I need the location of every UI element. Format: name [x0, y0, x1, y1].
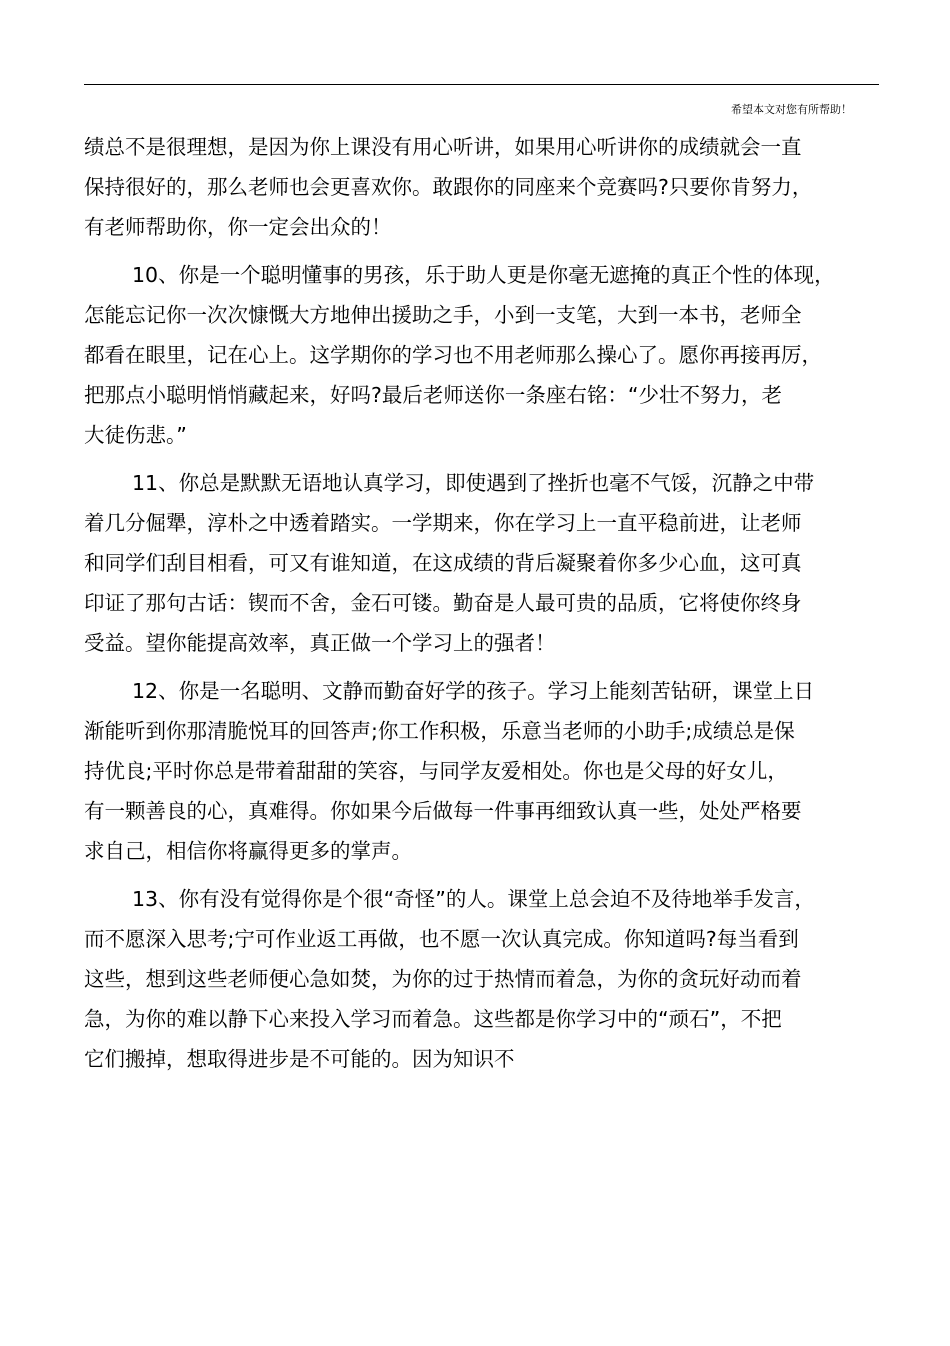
text-line: 急，为你的难以静下心来投入学习而着急。这些都是你学习中的“顽石”，不把	[84, 1007, 782, 1031]
text-line: 10、你是一个聪明懂事的男孩，乐于助人更是你毫无遮掩的真正个性的体现，	[132, 263, 835, 287]
text-line: 和同学们刮目相看，可又有谁知道，在这成绩的背后凝聚着你多少心血，这可真	[84, 551, 802, 575]
text-line: 这些，想到这些老师便心急如焚，为你的过于热情而着急，为你的贪玩好动而着	[84, 967, 802, 991]
paragraph-13	[84, 879, 889, 1079]
paragraph-11	[84, 463, 889, 663]
text-line: 持优良;平时你总是带着甜甜的笑容，与同学友爱相处。你也是父母的好女儿，	[84, 759, 788, 783]
text-line: 怎能忘记你一次次慷慨大方地伸出援助之手，小到一支笔，大到一本书，老师全	[84, 303, 802, 327]
text-line: 保持很好的，那么老师也会更喜欢你。敢跟你的同座来个竞赛吗?只要你肯努力，	[84, 175, 813, 199]
text-line: 绩总不是很理想，是因为你上课没有用心听讲，如果用心听讲你的成绩就会一直	[84, 135, 802, 159]
text-line: 有老师帮助你，你一定会出众的！	[84, 215, 392, 239]
text-line: 而不愿深入思考;宁可作业返工再做，也不愿一次认真完成。你知道吗?每当看到	[84, 927, 799, 951]
paragraph-continuation	[84, 127, 889, 247]
text-line: 11、你总是默默无语地认真学习，即使遇到了挫折也毫不气馁，沉静之中带	[132, 471, 815, 495]
text-line: 印证了那句古话：锲而不舍，金石可镂。勤奋是人最可贵的品质，它将使你终身	[84, 591, 802, 615]
text-line: 受益。望你能提高效率，真正做一个学习上的强者！	[84, 631, 556, 655]
text-line: 都看在眼里，记在心上。这学期你的学习也不用老师那么操心了。愿你再接再厉，	[84, 343, 822, 367]
text-line: 12、你是一名聪明、文静而勤奋好学的孩子。学习上能刻苦钻研，课堂上日	[132, 679, 815, 703]
text-line: 有一颗善良的心，真难得。你如果今后做每一件事再细致认真一些，处处严格要	[84, 799, 802, 823]
text-line: 它们搬掉，想取得进步是不可能的。因为知识不	[84, 1047, 515, 1071]
paragraph-12	[84, 671, 889, 871]
text-line: 着几分倔犟，淳朴之中透着踏实。一学期来，你在学习上一直平稳前进，让老师	[84, 511, 802, 535]
header-rule	[84, 84, 879, 85]
text-line: 渐能听到你那清脆悦耳的回答声;你工作积极，乐意当老师的小助手;成绩总是保	[84, 719, 795, 743]
paragraph-10	[84, 255, 889, 455]
header-note: 希望本文对您有所帮助！	[731, 103, 852, 116]
text-line: 大徒伤悲。”	[84, 423, 187, 447]
text-line: 求自己，相信你将赢得更多的掌声。	[84, 839, 412, 863]
text-line: 把那点小聪明悄悄藏起来，好吗?最后老师送你一条座右铭：“少壮不努力，老	[84, 383, 782, 407]
document-body	[84, 127, 889, 1087]
text-line: 13、你有没有觉得你是个很“奇怪”的人。课堂上总会迫不及待地举手发言，	[132, 887, 815, 911]
